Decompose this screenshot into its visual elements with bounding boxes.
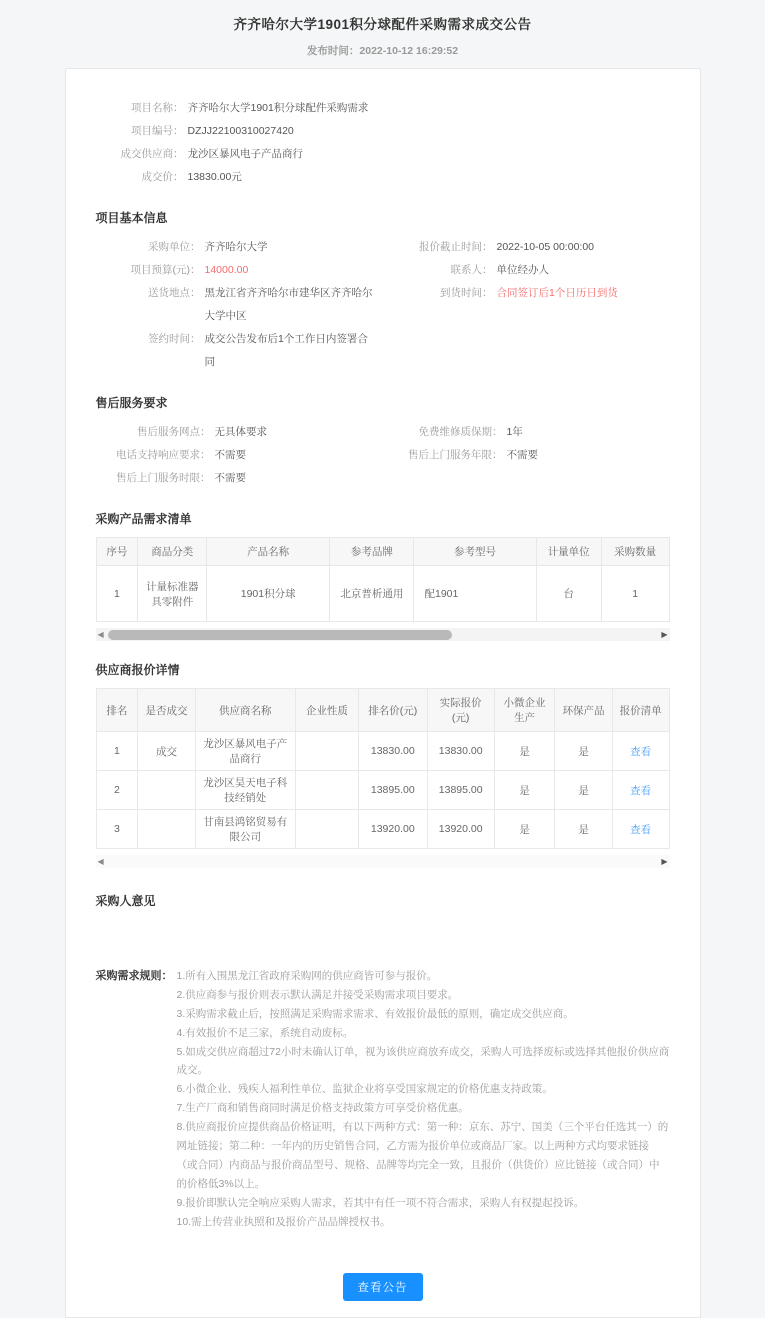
cell-category: 计量标准器具零附件 <box>138 566 207 622</box>
cell-rank-price: 13895.00 <box>358 771 427 810</box>
cell-is-winner <box>138 810 195 849</box>
field-label: 到货时间： <box>440 287 493 299</box>
field-service-network <box>96 421 378 444</box>
col-header-ref-model: 参考型号 <box>414 538 536 566</box>
products-table-scrollbar[interactable] <box>96 628 670 641</box>
section-heading-products: 采购产品需求清单 <box>95 512 192 526</box>
rules-block <box>96 967 670 1231</box>
cell-rank: 3 <box>96 810 138 849</box>
col-header-actual-quote: 实际报价(元) <box>427 689 494 732</box>
field-label: 联系人： <box>450 264 493 276</box>
rule-item: 3.采购需求截止后，按照满足采购需求需求、有效报价最低的原则，确定成交供应商。 <box>176 1007 574 1020</box>
cell-ref-model: 配1901 <box>414 566 536 622</box>
cell-actual-quote: 13830.00 <box>427 732 494 771</box>
table-row <box>96 566 669 622</box>
field-value-highlight: 合同签订后1个日历日到货 <box>496 287 618 299</box>
cell-rank-price: 13830.00 <box>358 732 427 771</box>
rule-item: 10.需上传营业执照和及报价产品品牌授权书。 <box>176 1215 391 1228</box>
field-value: DZJJ22100310027420 <box>187 125 294 137</box>
cell-is-winner: 成交 <box>138 732 195 771</box>
view-quote-link[interactable]: 查看 <box>630 745 652 758</box>
scroll-right-icon[interactable]: ▶ <box>661 857 668 866</box>
rule-item: 5.如成交供应商超过72小时未确认订单，视为该供应商放弃成交，采购人可选择废标或选择其他报价供应商成交。 <box>176 1045 670 1077</box>
cell-rank-price: 13920.00 <box>358 810 427 849</box>
col-header-ref-brand: 参考品牌 <box>330 538 414 566</box>
scrollbar-thumb[interactable] <box>108 630 452 640</box>
field-value: 1年 <box>506 426 523 438</box>
field-quote-deadline <box>388 236 670 259</box>
col-header-supplier-name: 供应商名称 <box>195 689 295 732</box>
cell-is-winner <box>138 771 195 810</box>
field-value: 不需要 <box>214 449 246 461</box>
quotes-table <box>96 688 670 849</box>
products-table <box>96 537 670 622</box>
field-free-warranty <box>388 421 670 444</box>
rule-item: 8.供应商报价应提供商品价格证明，有以下两种方式：第一种：京东、苏宁、国美（三个平台任选其一）的网址链接；第二种：一年内的历史销售合同，乙方需为报价单位或商品厂家。以上两种方式均要求链接（或合同）内商品与报价商品型号、规格、品牌等均完全一致，且报价（供货价）应比链接（或合同）中的价格低3%以上。 <box>176 1121 669 1190</box>
col-header-enterprise-type: 企业性质 <box>295 689 358 732</box>
field-onsite-service-time-limit <box>96 467 378 490</box>
field-label: 售后服务网点： <box>137 426 211 438</box>
publish-time-label: 发布时间： <box>306 45 360 57</box>
field-phone-support <box>96 444 378 467</box>
cell-small-enterprise: 是 <box>494 810 555 849</box>
cell-product-name: 1901积分球 <box>207 566 330 622</box>
cell-supplier-name: 龙沙区暴风电子产品商行 <box>195 732 295 771</box>
rule-item: 7.生产厂商和销售商同时满足价格支持政策方可享受价格优惠。 <box>176 1102 469 1115</box>
field-onsite-service-years <box>388 444 670 467</box>
rule-item: 4.有效报价不足三家，系统自动废标。 <box>176 1026 354 1039</box>
col-header-rank-price: 排名价(元) <box>358 689 427 732</box>
col-header-category: 商品分类 <box>138 538 207 566</box>
cell-ref-brand: 北京普析通用 <box>330 566 414 622</box>
section-heading-basic-info: 项目基本信息 <box>95 211 168 225</box>
rules-list <box>177 967 670 1231</box>
field-project-budget <box>96 259 378 282</box>
field-delivery-location <box>96 282 378 328</box>
field-label: 电话支持响应要求： <box>116 449 211 461</box>
page-header <box>0 0 765 58</box>
rule-item: 9.报价即默认完全响应采购人需求，若其中有任一项不符合需求，采购人有权提起投诉。 <box>176 1196 585 1209</box>
scroll-left-icon[interactable]: ◀ <box>97 857 104 866</box>
rule-item: 2.供应商参与报价则表示默认满足并接受采购需求项目要求。 <box>176 988 459 1001</box>
field-arrival-time <box>388 282 670 328</box>
rules-label: 采购需求规则： <box>95 970 173 982</box>
cell-eco-product: 是 <box>555 771 612 810</box>
col-header-unit: 计量单位 <box>536 538 601 566</box>
summary-row-project-number <box>96 120 670 143</box>
cell-quote-list <box>612 810 669 849</box>
basic-info-grid <box>96 236 670 374</box>
col-header-index: 序号 <box>96 538 138 566</box>
field-value: 不需要 <box>506 449 538 461</box>
cell-enterprise-type <box>295 771 358 810</box>
table-row <box>96 810 669 849</box>
products-header-row <box>96 538 669 566</box>
field-label: 售后上门服务年限： <box>408 449 503 461</box>
after-sales-grid <box>96 421 670 490</box>
summary-row-winning-supplier <box>96 143 670 166</box>
cell-unit: 台 <box>536 566 601 622</box>
cell-rank: 1 <box>96 732 138 771</box>
summary-row-winning-price <box>96 166 670 189</box>
cell-index: 1 <box>96 566 138 622</box>
publish-time-line <box>0 43 765 58</box>
col-header-eco-product: 环保产品 <box>555 689 612 732</box>
section-heading-quotes: 供应商报价详情 <box>95 663 180 677</box>
scroll-right-icon[interactable]: ▶ <box>661 630 668 639</box>
section-heading-opinion: 采购人意见 <box>95 894 156 908</box>
cell-rank: 2 <box>96 771 138 810</box>
field-label: 售后上门服务时限： <box>116 472 211 484</box>
col-header-is-winner: 是否成交 <box>138 689 195 732</box>
field-value: 不需要 <box>214 472 246 484</box>
cell-small-enterprise: 是 <box>494 732 555 771</box>
field-label: 免费维修质保期： <box>418 426 503 438</box>
cell-supplier-name: 龙沙区昊天电子科技经销处 <box>195 771 295 810</box>
field-label: 报价截止时间： <box>419 241 493 253</box>
cell-eco-product: 是 <box>555 732 612 771</box>
cell-quote-list <box>612 732 669 771</box>
quotes-table-scrollbar[interactable] <box>96 855 670 868</box>
view-quote-link[interactable]: 查看 <box>630 784 652 797</box>
cell-quantity: 1 <box>601 566 669 622</box>
field-label: 项目名称： <box>131 102 184 114</box>
field-empty <box>388 467 670 490</box>
col-header-quote-list: 报价清单 <box>612 689 669 732</box>
footer-bar <box>96 1273 670 1301</box>
cell-enterprise-type <box>295 810 358 849</box>
rule-item: 1.所有入围黑龙江省政府采购网的供应商皆可参与报价。 <box>176 970 438 982</box>
cell-enterprise-type <box>295 732 358 771</box>
col-header-rank: 排名 <box>96 689 138 732</box>
table-row <box>96 732 669 771</box>
section-heading-after-sales: 售后服务要求 <box>95 396 168 410</box>
field-value: 2022-10-05 00:00:00 <box>496 241 594 253</box>
table-row <box>96 771 669 810</box>
col-header-small-enterprise: 小微企业生产 <box>494 689 555 732</box>
cell-small-enterprise: 是 <box>494 771 555 810</box>
quotes-header-row <box>96 689 669 732</box>
field-contact-person <box>388 259 670 282</box>
cell-actual-quote: 13895.00 <box>427 771 494 810</box>
field-value: 单位经办人 <box>496 264 549 276</box>
field-value: 齐齐哈尔大学 <box>204 241 268 253</box>
field-value: 13830.00元 <box>187 171 242 183</box>
cell-quote-list <box>612 771 669 810</box>
summary-block <box>96 97 670 189</box>
field-label: 签约时间： <box>148 333 201 345</box>
field-purchasing-unit <box>96 236 378 259</box>
field-value: 无具体要求 <box>214 426 267 438</box>
field-label: 成交供应商： <box>120 148 184 160</box>
cell-supplier-name: 甘南县鸿铭贸易有限公司 <box>195 810 295 849</box>
field-value: 成交公告发布后1个工作日内签署合同 <box>204 333 368 368</box>
field-label: 项目预算(元)： <box>130 264 201 276</box>
col-header-quantity: 采购数量 <box>601 538 669 566</box>
field-label: 成交价： <box>141 171 184 183</box>
cell-actual-quote: 13920.00 <box>427 810 494 849</box>
field-value-highlight: 14000.00 <box>204 264 249 276</box>
rule-item: 6.小微企业、残疾人福利性单位、监狱企业将享受国家规定的价格优惠支持政策。 <box>176 1083 553 1096</box>
scroll-left-icon[interactable]: ◀ <box>97 630 104 639</box>
cell-eco-product: 是 <box>555 810 612 849</box>
col-header-product-name: 产品名称 <box>207 538 330 566</box>
field-value: 齐齐哈尔大学1901积分球配件采购需求 <box>187 102 369 114</box>
field-value: 龙沙区暴风电子产品商行 <box>187 148 303 160</box>
summary-row-project-name <box>96 97 670 120</box>
field-label: 送货地点： <box>148 287 201 299</box>
publish-time-value: 2022-10-12 16:29:52 <box>359 45 459 57</box>
announcement-card <box>65 68 701 1318</box>
field-label: 采购单位： <box>148 241 201 253</box>
field-value: 黑龙江省齐齐哈尔市建华区齐齐哈尔大学中区 <box>204 287 373 322</box>
page-title: 齐齐哈尔大学1901积分球配件采购需求成交公告 <box>233 17 532 32</box>
view-announcement-button[interactable]: 查看公告 <box>343 1273 423 1301</box>
field-signing-time <box>96 328 378 374</box>
view-quote-link[interactable]: 查看 <box>630 823 652 836</box>
field-empty <box>388 328 670 374</box>
field-label: 项目编号： <box>131 125 184 137</box>
